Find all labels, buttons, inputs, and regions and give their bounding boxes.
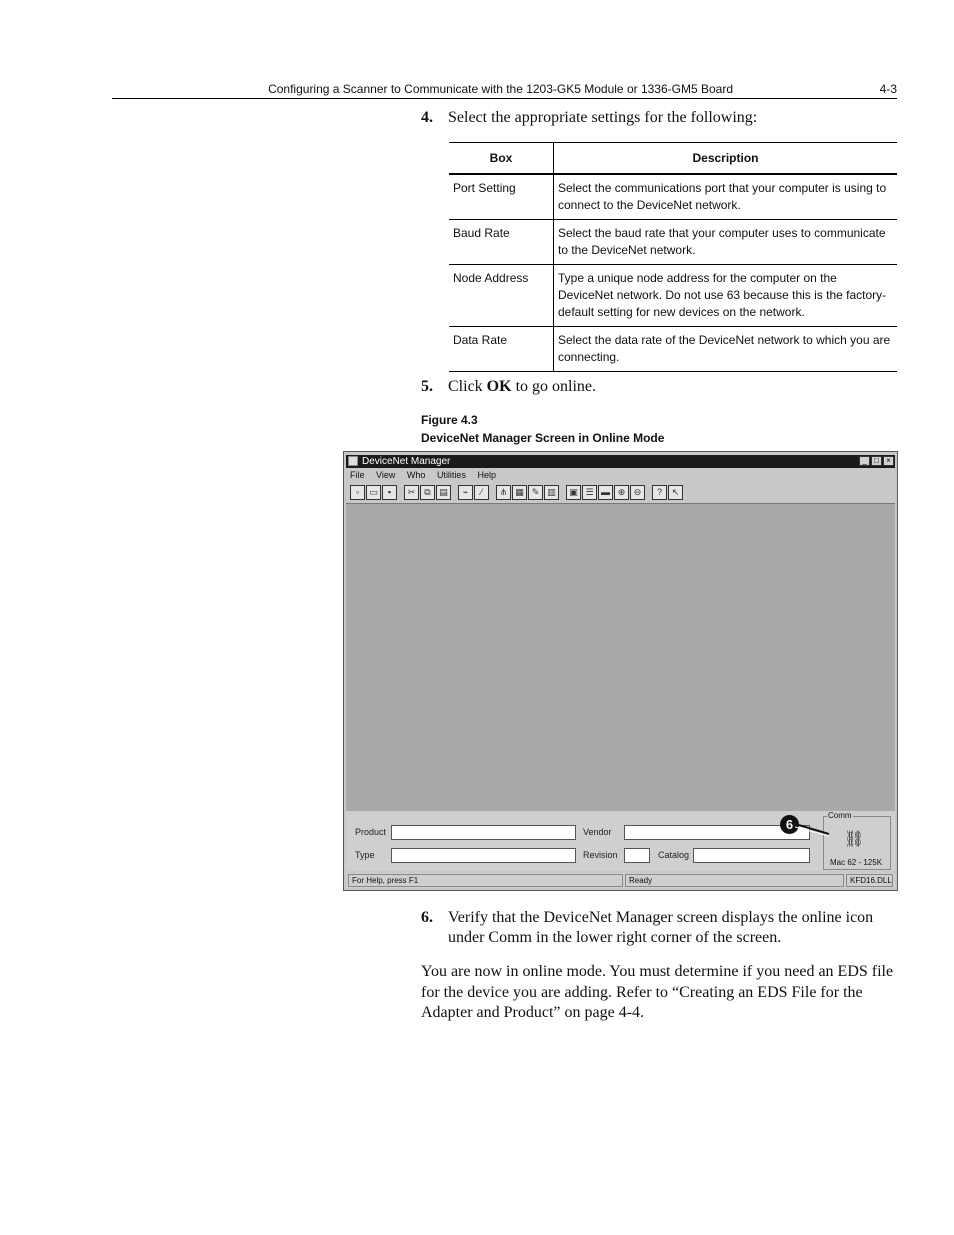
- table-cell-box: Data Rate: [449, 327, 554, 372]
- chart-icon[interactable]: ▥: [544, 485, 559, 500]
- settings-table: [449, 142, 897, 372]
- step-5-ok: OK: [486, 378, 512, 395]
- body-paragraph: You are now in online mode. You must determine if you need an EDS file for the device you are adding. Refer to “Creating an EDS File for the Adapter and Product” on page 4-4.: [421, 963, 894, 1021]
- toolbar: [348, 484, 893, 502]
- running-header: [112, 80, 897, 99]
- table-row: [449, 220, 897, 265]
- window-titlebar: [346, 455, 895, 468]
- table-cell-box: Node Address: [449, 265, 554, 327]
- catalog-field[interactable]: [693, 848, 810, 863]
- edit-icon[interactable]: ✎: [528, 485, 543, 500]
- save-icon[interactable]: ▪: [382, 485, 397, 500]
- grid-icon[interactable]: ▦: [512, 485, 527, 500]
- copy-icon[interactable]: ⧉: [420, 485, 435, 500]
- paste-icon[interactable]: ▤: [436, 485, 451, 500]
- type-label: Type: [355, 850, 375, 860]
- context-help-icon[interactable]: ↖: [668, 485, 683, 500]
- list-icon[interactable]: ☰: [582, 485, 597, 500]
- network-icon[interactable]: ⌁: [458, 485, 473, 500]
- column-header-box: Box: [449, 143, 554, 175]
- status-help: For Help, press F1: [348, 874, 623, 887]
- callout-leader-line: [795, 818, 835, 838]
- minimize-icon[interactable]: _: [859, 456, 870, 466]
- maximize-icon[interactable]: □: [871, 456, 882, 466]
- window-title: DeviceNet Manager: [362, 456, 451, 467]
- comm-label: Comm: [828, 811, 852, 820]
- figure-title: DeviceNet Manager Screen in Online Mode: [421, 431, 665, 445]
- figure-caption: [421, 411, 664, 447]
- wand-icon[interactable]: ⁄: [474, 485, 489, 500]
- zoom-in-icon[interactable]: ⊕: [614, 485, 629, 500]
- step-5-number: 5.: [421, 378, 433, 395]
- step-4-number: 4.: [421, 109, 433, 126]
- new-icon[interactable]: ▫: [350, 485, 365, 500]
- table-cell-description: Type a unique node address for the computer on the DeviceNet network. Do not use 63 because this is the factory-default setting for new devices on the network.: [554, 265, 898, 327]
- menu-file[interactable]: File: [350, 470, 365, 480]
- table-row: [449, 174, 897, 220]
- open-icon[interactable]: ▭: [366, 485, 381, 500]
- step-5-after: to go online.: [511, 378, 596, 395]
- close-icon[interactable]: ×: [883, 456, 894, 466]
- menu-who[interactable]: Who: [406, 470, 426, 480]
- status-state: Ready: [625, 874, 844, 887]
- help-icon[interactable]: ?: [652, 485, 667, 500]
- vendor-label: Vendor: [583, 827, 612, 837]
- step-5-before: Click: [448, 378, 487, 395]
- catalog-label: Catalog: [658, 850, 690, 860]
- online-icon[interactable]: ⛓: [844, 831, 865, 848]
- app-icon: [348, 456, 358, 466]
- step-6: [421, 908, 897, 948]
- menu-utilities[interactable]: Utilities: [436, 470, 466, 480]
- status-driver: KFD16.DLL: [846, 874, 893, 887]
- table-cell-box: Baud Rate: [449, 220, 554, 265]
- menu-view[interactable]: View: [376, 470, 396, 480]
- menu-bar: [350, 470, 505, 482]
- table-header-row: [449, 143, 897, 175]
- tree-icon[interactable]: ⋔: [496, 485, 511, 500]
- product-field[interactable]: [391, 825, 576, 840]
- figure-label: Figure 4.3: [421, 413, 478, 427]
- table-row: [449, 265, 897, 327]
- step-5: [421, 377, 897, 397]
- page-number: 4-3: [879, 82, 897, 96]
- step-4: [421, 108, 897, 128]
- header-title: Configuring a Scanner to Communicate with the 1203-GK5 Module or 1336-GM5 Board: [268, 82, 733, 96]
- table-cell-description: Select the communications port that your computer is using to connect to the DeviceNet network.: [554, 174, 898, 220]
- window-icon[interactable]: ▣: [566, 485, 581, 500]
- status-bar: [346, 873, 895, 888]
- cut-icon[interactable]: ✂: [404, 485, 419, 500]
- step-5-text: [448, 377, 897, 397]
- product-label: Product: [355, 827, 387, 837]
- table-row: [449, 327, 897, 372]
- table-cell-description: Select the baud rate that your computer uses to communicate to the DeviceNet network.: [554, 220, 898, 265]
- type-field[interactable]: [391, 848, 576, 863]
- table-cell-description: Select the data rate of the DeviceNet network to which you are connecting.: [554, 327, 898, 372]
- step-4-text: Select the appropriate settings for the following:: [448, 109, 758, 126]
- dialog-icon[interactable]: ▬: [598, 485, 613, 500]
- step-6-text: Verify that the DeviceNet Manager screen displays the online icon under Comm in the lower right corner of the screen.: [448, 909, 874, 946]
- step-6-number: 6.: [421, 909, 433, 926]
- network-view-area: [346, 503, 895, 811]
- zoom-out-icon[interactable]: ⊖: [630, 485, 645, 500]
- menu-help[interactable]: Help: [477, 470, 496, 480]
- comm-status: Mac 62 - 125K: [830, 858, 883, 867]
- callout-badge: 6: [780, 815, 799, 834]
- column-header-description: Description: [554, 143, 898, 175]
- table-cell-box: Port Setting: [449, 174, 554, 220]
- revision-label: Revision: [583, 850, 618, 860]
- revision-field[interactable]: [624, 848, 650, 863]
